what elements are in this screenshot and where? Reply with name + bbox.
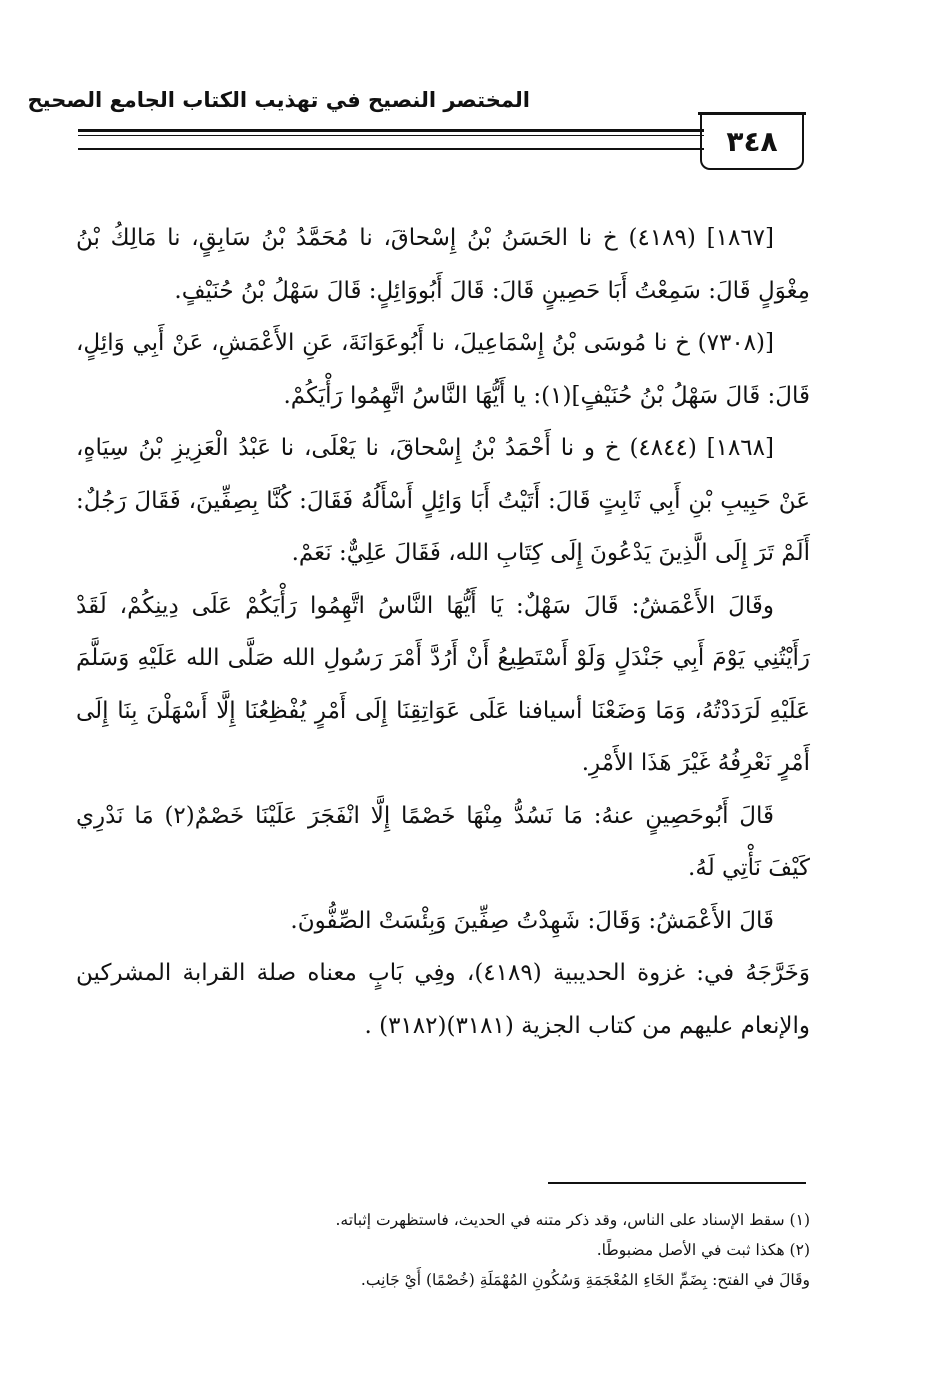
page-number (700, 114, 804, 170)
header-rule (78, 148, 704, 150)
takhrij-paragraph: وَخَرَّجَهُ في: غزوة الحديبية (٤١٨٩)، وفِي بَابٍ معناه صلة القرابة المشركين والإنعام عليهم من كتاب الجزية (٣١٨١)(٣١٨٢) . (76, 960, 810, 1039)
hadith-paragraph: قَالَ أَبُوحَصِينٍ عنهُ: مَا نَسُدُّ مِنْهَا خَصْمًا إِلَّا انْفَجَرَ عَلَيْنَا خَصْمٌ(٢) مَا نَدْرِي كَيْفَ نَأْتِي لَهُ. (76, 802, 810, 881)
hadith-paragraph: [١٨٦٧] (٤١٨٩) خ نا الحَسَنُ بْنُ إِسْحاقَ، نا مُحَمَّدُ بْنُ سَابِقٍ، نا مَالِكُ بْنُ مِغْوَلٍ قَالَ: سَمِعْتُ أَبَا حَصِينٍ قَالَ: قَالَ أَبُووَائِلٍ: قَالَ سَهْلُ بْنُ حُنَيْفٍ. (76, 225, 810, 304)
header-rule (78, 129, 704, 132)
running-title: المختصر النصيح في تهذيب الكتاب الجامع الصحيح (27, 88, 530, 112)
footnotes (90, 1205, 810, 1295)
hadith-paragraph: وقَالَ الأَعْمَشُ: قَالَ سَهْلٌ: يَا أَيُّهَا النَّاسُ اتَّهِمُوا رَأْيَكُمْ عَلَى دِينِكُمْ، لَقَدْ رَأَيْتُنِي يَوْمَ أَبِي جَنْدَلٍ وَلَوْ أَسْتَطِيعُ أَنْ أَرُدَّ أَمْرَ رَسُولِ الله صَلَّى الله عَلَيْهِ وَسَلَّمَ عَلَيْهِ لَرَدَدْتُهُ، وَمَا وَضَعْنَا أسيافنا عَلَى عَوَاتِقِنَا إِلَى أَمْرٍ يُفْظِعُنَا إِلَّا أَسْهَلْنَ بِنَا إِلَى أَمْرٍ نَعْرِفُهُ غَيْرَ هَذَا الأَمْرِ. (76, 592, 810, 776)
page-number-text: ٣٤٨ (726, 124, 778, 158)
footnote: (١) سقط الإسناد على الناس، وقد ذكر متنه في الحديث، فاستظهرت إثباته. (335, 1211, 810, 1229)
main-text (76, 212, 810, 1052)
hadith-paragraph: [١٨٦٨] (٤٨٤٤) خ و نا أَحْمَدُ بْنُ إِسْحاقَ، نا يَعْلَى، نا عَبْدُ الْعَزِيزِ بْنُ سِيَاهٍ، عَنْ حَبِيبِ بْنِ أَبِي ثَابِتٍ قَالَ: أَتَيْتُ أَبَا وَائِلٍ أَسْأَلُهُ فَقَالَ: كُنَّا بِصِفِّينَ، فَقَالَ رَجُلٌ: أَلَمْ تَرَ إِلَى الَّذِينَ يَدْعُونَ إِلَى كِتَابِ الله، فَقَالَ عَلِيٌّ: نَعَمْ. (76, 435, 810, 566)
header-rule (78, 135, 704, 136)
footnote: (٢) هكذا ثبت في الأصل مضبوطًا. (596, 1241, 810, 1259)
hadith-paragraph: [(٧٣٠٨) خ نا مُوسَى بْنُ إِسْمَاعِيلَ، نا أَبُوعَوَانَةَ، عَنِ الأَعْمَشِ، عَنْ أَبِي وَائِلٍ، قَالَ: قَالَ سَهْلُ بْنُ حُنَيْفٍ](١): يا أَيُّهَا النَّاسُ اتَّهِمُوا رَأْيَكُمْ. (76, 330, 810, 409)
hadith-paragraph: قَالَ الأَعْمَشُ: وَقَالَ: شَهِدْتُ صِفِّينَ وَبِئْسَتْ الصِّفُّونَ. (290, 907, 774, 934)
footnote-separator (548, 1182, 806, 1184)
footnote: وقَالَ في الفتح: بِضَمِّ الخَاءِ المُعْجَمَةِ وَسُكُونِ المُهْمَلَةِ (خُصْمًا) أَيْ جَانِب. (360, 1271, 810, 1289)
